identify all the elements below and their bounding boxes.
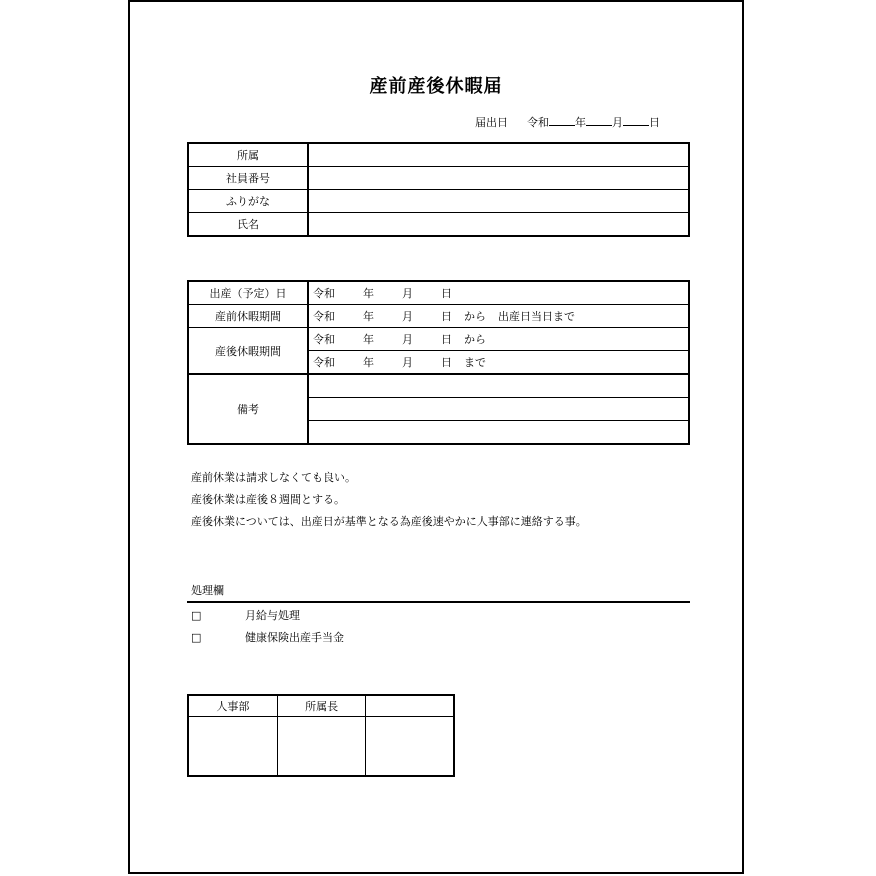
processing-item-label: 月給与処理 <box>245 609 300 622</box>
year-text: 年 <box>363 356 374 369</box>
table-row <box>188 305 689 328</box>
date-label: 届出日 <box>475 116 508 129</box>
processing-item-label: 健康保険出産手当金 <box>245 631 344 644</box>
table-row <box>188 695 454 717</box>
table-row <box>188 328 689 351</box>
processing-divider <box>187 601 690 603</box>
personal-info-table <box>187 142 690 237</box>
remarks-line-1[interactable] <box>308 374 689 398</box>
until-text: まで <box>464 356 486 369</box>
date-month: 月 <box>612 116 623 129</box>
prenatal-period-field[interactable] <box>308 305 689 328</box>
era-text: 令和 <box>313 310 335 323</box>
processing-item-insurance[interactable] <box>191 629 344 645</box>
note-1: 産前休業は請求しなくても良い。 <box>191 471 356 484</box>
extra-stamp-cell[interactable] <box>366 717 454 777</box>
submission-date <box>475 114 660 130</box>
checkbox-icon[interactable]: □ <box>191 609 202 622</box>
remarks-line-3[interactable] <box>308 421 689 445</box>
date-day: 日 <box>649 116 660 129</box>
year-text: 年 <box>363 310 374 323</box>
era-text: 令和 <box>313 356 335 369</box>
table-row <box>188 167 689 190</box>
birth-date-field[interactable] <box>308 281 689 305</box>
remarks-label: 備考 <box>188 374 308 444</box>
month-text: 月 <box>402 356 413 369</box>
blank-header <box>366 695 454 717</box>
hr-department-header: 人事部 <box>188 695 277 717</box>
date-year: 年 <box>575 116 586 129</box>
birth-date-label: 出産（予定）日 <box>188 281 308 305</box>
postnatal-period-label: 産後休暇期間 <box>188 328 308 375</box>
processing-title: 処理欄 <box>191 584 224 597</box>
era-text: 令和 <box>313 333 335 346</box>
day-blank[interactable] <box>623 115 649 126</box>
remarks-line-2[interactable] <box>308 398 689 421</box>
form-title: 産前産後休暇届 <box>369 76 503 97</box>
employee-number-field[interactable] <box>308 167 689 190</box>
department-head-header: 所属長 <box>277 695 366 717</box>
table-row <box>188 281 689 305</box>
notes <box>191 467 587 533</box>
date-era: 令和 <box>527 116 549 129</box>
prenatal-period-label: 産前休暇期間 <box>188 305 308 328</box>
furigana-label: ふりがな <box>188 190 308 213</box>
hr-stamp-cell[interactable] <box>188 717 277 777</box>
department-field[interactable] <box>308 143 689 167</box>
checkbox-icon[interactable]: □ <box>191 631 202 644</box>
month-blank[interactable] <box>586 115 612 126</box>
month-text: 月 <box>402 287 413 300</box>
month-text: 月 <box>402 333 413 346</box>
prenatal-until-text: 出産日当日まで <box>498 310 575 323</box>
day-text: 日 <box>441 333 452 346</box>
note-3: 産後休業については、出産日が基準となる為産後速やかに人事部に連絡する事。 <box>191 515 587 528</box>
month-text: 月 <box>402 310 413 323</box>
era-text: 令和 <box>313 287 335 300</box>
postnatal-end-field[interactable] <box>308 351 689 375</box>
name-label: 氏名 <box>188 213 308 237</box>
form-page <box>128 0 744 874</box>
processing-item-salary[interactable] <box>191 607 300 623</box>
day-text: 日 <box>441 287 452 300</box>
from-text: から <box>464 333 486 346</box>
head-stamp-cell[interactable] <box>277 717 366 777</box>
postnatal-start-field[interactable] <box>308 328 689 351</box>
table-row <box>188 190 689 213</box>
table-row <box>188 717 454 777</box>
department-label: 所属 <box>188 143 308 167</box>
name-field[interactable] <box>308 213 689 237</box>
leave-period-table <box>187 280 690 445</box>
year-text: 年 <box>363 333 374 346</box>
employee-number-label: 社員番号 <box>188 167 308 190</box>
year-text: 年 <box>363 287 374 300</box>
table-row <box>188 143 689 167</box>
note-2: 産後休業は産後８週間とする。 <box>191 493 345 506</box>
furigana-field[interactable] <box>308 190 689 213</box>
table-row <box>188 213 689 237</box>
table-row <box>188 374 689 398</box>
year-blank[interactable] <box>549 115 575 126</box>
day-text: 日 <box>441 356 452 369</box>
approval-stamp-table <box>187 694 455 777</box>
from-text: から <box>464 310 486 323</box>
day-text: 日 <box>441 310 452 323</box>
